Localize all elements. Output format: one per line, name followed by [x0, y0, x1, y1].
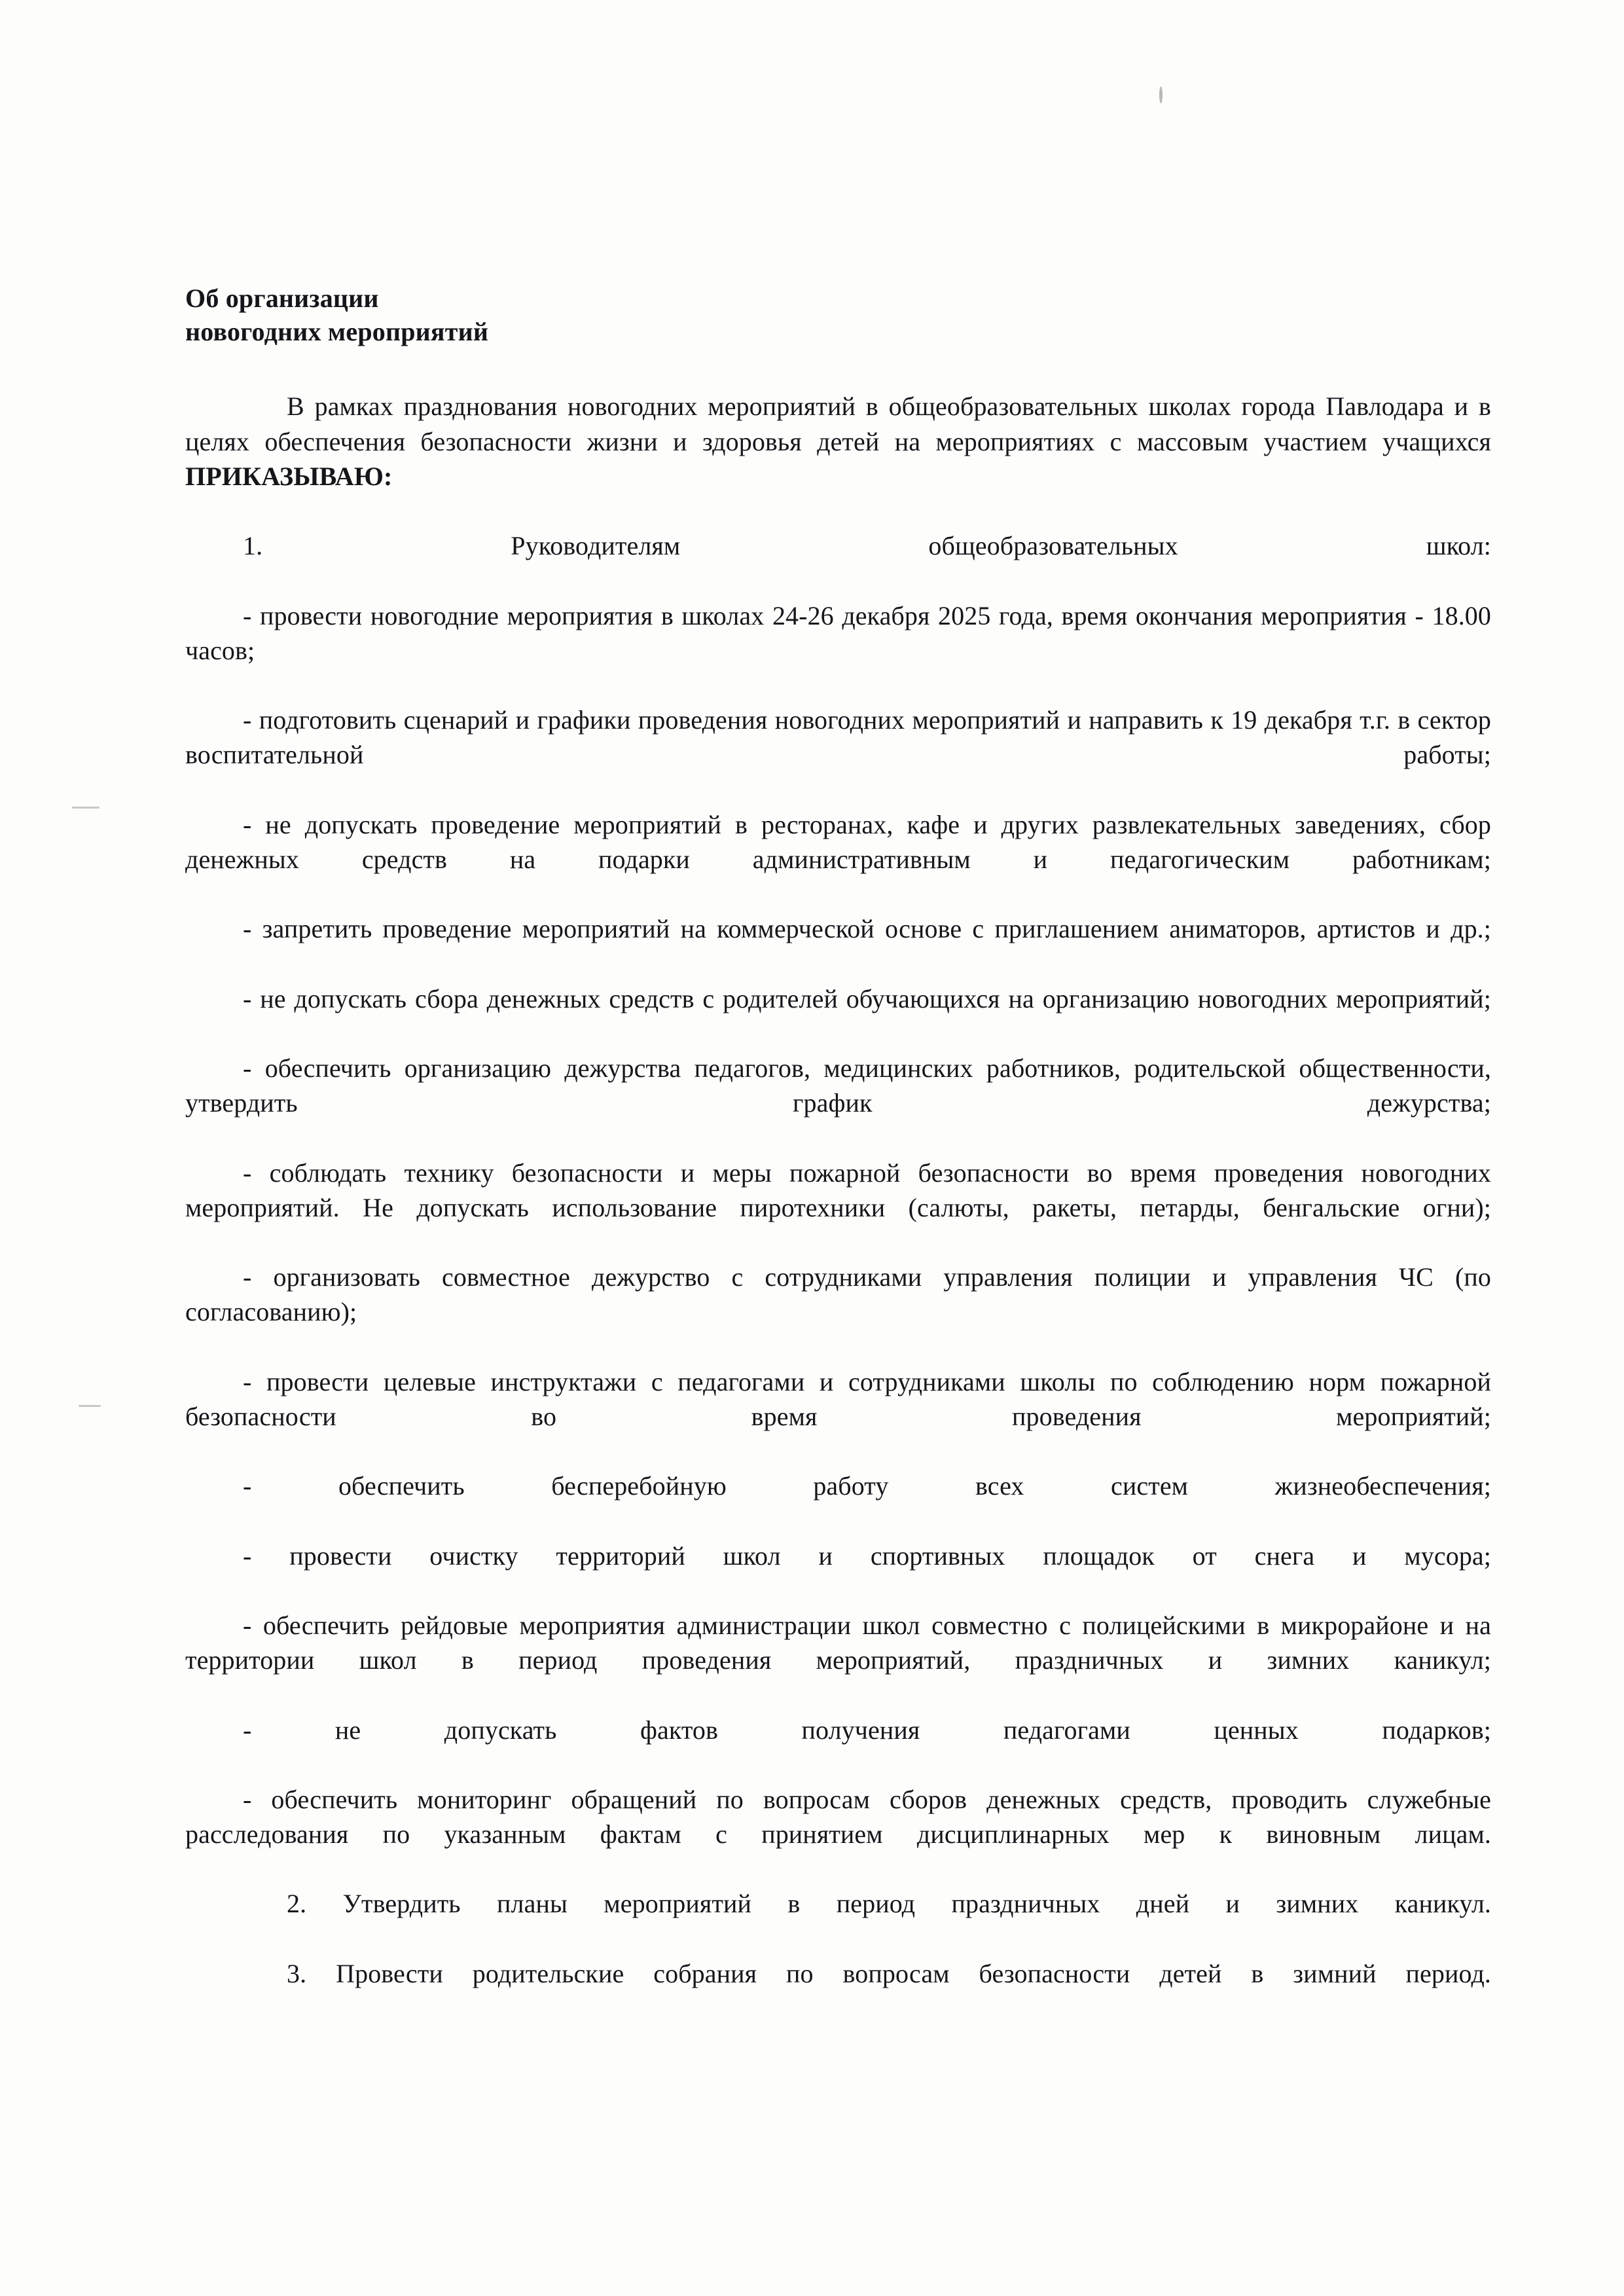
intro-paragraph: [185, 389, 1491, 528]
document-body: [185, 282, 1491, 2026]
bullet-item: - провести новогодние мероприятия в школах 24-26 декабря 2025 года, время окончания мероприятия - 18.00 часов;: [185, 600, 1491, 665]
bullet-item: - подготовить сценарий и графики проведения новогодних мероприятий и направить к 19 декабря т.г. в сектор воспитательной работы;: [185, 705, 1491, 770]
bullet-item: - запретить проведение мероприятий на коммерческой основе с приглашением аниматоров, артистов и др.;: [243, 914, 1491, 944]
document-heading-line-2: новогодних мероприятий: [185, 317, 489, 347]
bullet-item: - обеспечить бесперебойную работу всех систем жизнеобеспечения;: [243, 1471, 1491, 1501]
bullet-item: - провести очистку территорий школ и спортивных площадок от снега и мусора;: [243, 1540, 1491, 1571]
bullet-item: - обеспечить мониторинг обращений по вопросам сборов денежных средств, проводить служебные расследования по указанным фактам с принятием дисциплинарных мер к виновным лицам.: [185, 1784, 1491, 1850]
clause-1: 1. Руководителям общеобразовательных школ:: [243, 531, 1491, 561]
intro-text: В рамках празднования новогодних мероприятий в общеобразовательных школах города Павлодара и в целях обеспечения безопасности жизни и здоровья детей на мероприятиях с массовым участием учащихся: [185, 392, 1491, 456]
bullet-item: - не допускать проведение мероприятий в ресторанах, кафе и других развлекательных заведениях, сбор денежных средств на подарки административным и педагогическим работникам;: [185, 809, 1491, 874]
document-heading-line-1: Об организации: [185, 283, 379, 313]
scan-artifact-edge-mark-bottom: [79, 1405, 101, 1407]
scan-artifact-edge-mark-top: [72, 807, 99, 809]
scan-artifact-dot: [1159, 86, 1163, 103]
clause-2: 2. Утвердить планы мероприятий в период праздничных дней и зимних каникул.: [287, 1889, 1491, 1919]
bullet-item: - не допускать сбора денежных средств с родителей обучающихся на организацию новогодних мероприятий;: [243, 983, 1491, 1013]
bullet-item: - не допускать фактов получения педагогами ценных подарков;: [243, 1715, 1491, 1745]
clause-3: 3. Провести родительские собрания по вопросам безопасности детей в зимний период.: [287, 1958, 1491, 1988]
bullet-item: - провести целевые инструктажи с педагогами и сотрудниками школы по соблюдению норм пожарной безопасности во время проведения мероприятий;: [185, 1366, 1491, 1431]
bullet-item: - обеспечить рейдовые мероприятия администрации школ совместно с полицейскими в микрорайоне и на территории школ в период проведения мероприятий, праздничных и зимних каникул;: [185, 1610, 1491, 1675]
bullet-item: - организовать совместное дежурство с сотрудниками управления полиции и управления ЧС (по согласованию);: [185, 1262, 1491, 1327]
order-keyword: ПРИКАЗЫВАЮ:: [185, 461, 393, 491]
bullet-item: - соблюдать технику безопасности и меры пожарной безопасности во время проведения новогодних мероприятий. Не допускать использование пиротехники (салюты, ракеты, петарды, бенгальские огни);: [185, 1157, 1491, 1222]
document-heading: [185, 282, 1491, 348]
bullet-item: - обеспечить организацию дежурства педагогов, медицинских работников, родительской общественности, утвердить график дежурства;: [185, 1053, 1491, 1118]
